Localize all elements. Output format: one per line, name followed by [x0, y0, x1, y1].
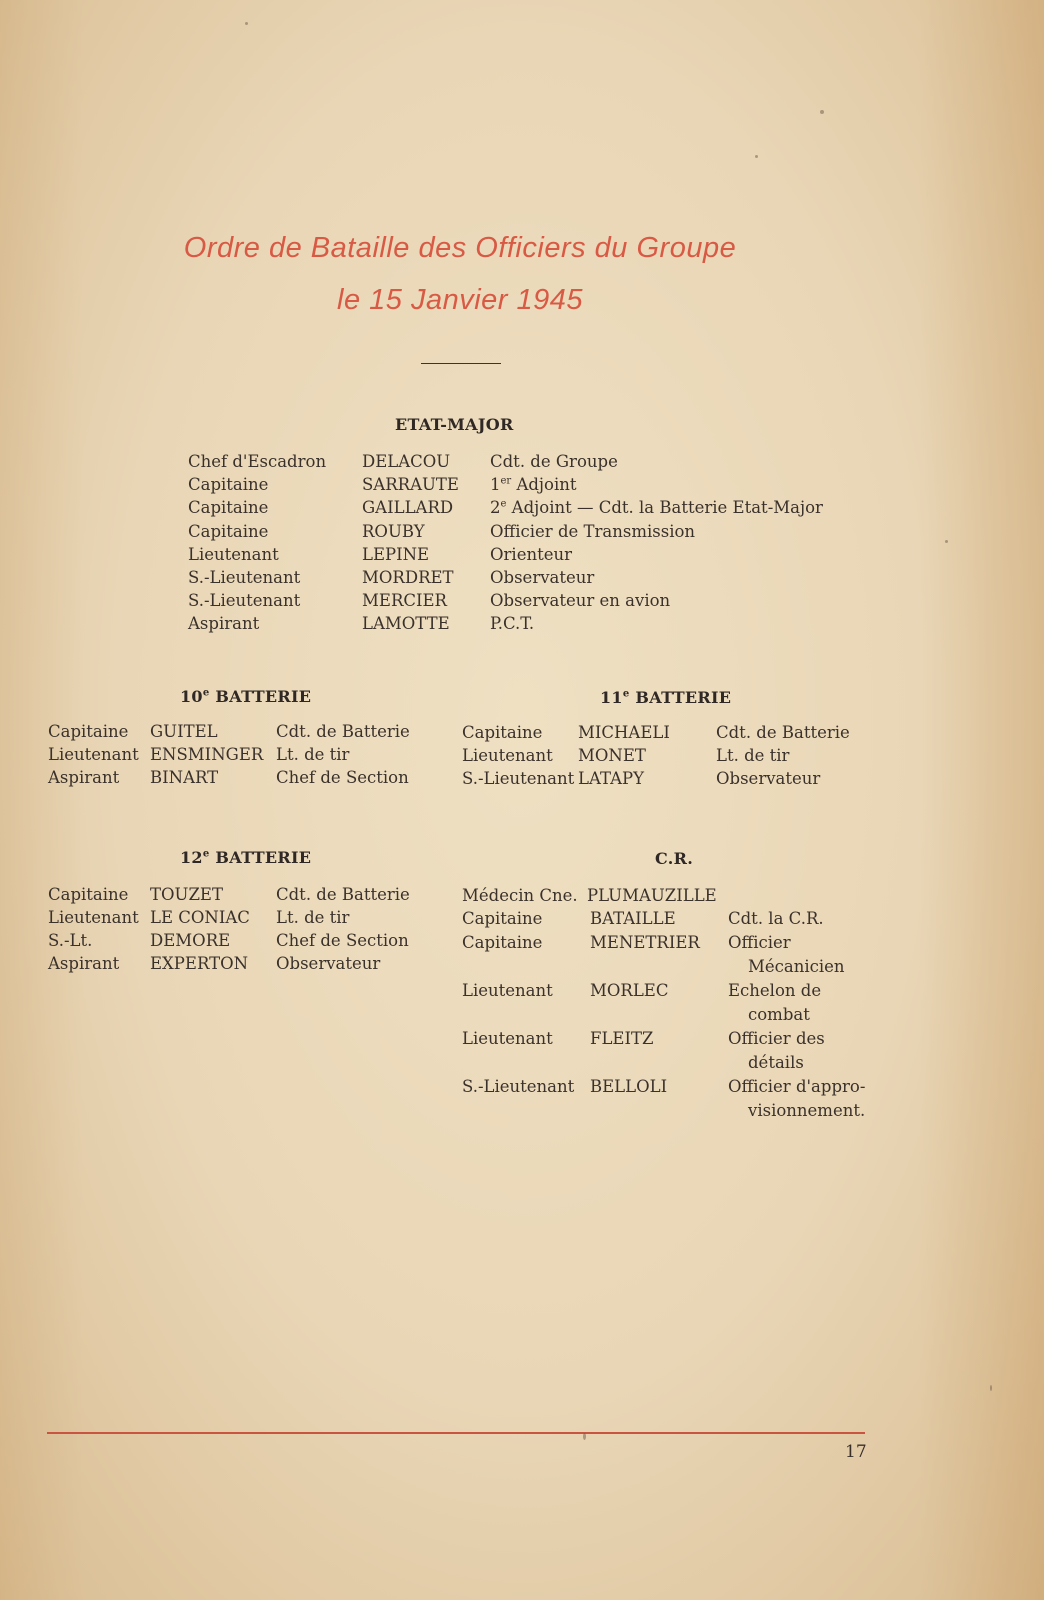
batterie-10-heading: [180, 687, 311, 706]
title-divider: [421, 363, 501, 364]
grade: Aspirant: [48, 768, 120, 787]
role-ordinal: 2: [490, 498, 501, 517]
heading-suffix: e: [622, 688, 630, 700]
role: Observateur: [716, 769, 821, 788]
role: Cdt. de Batterie: [716, 723, 850, 742]
officer-name: MONET: [578, 746, 646, 765]
paper-speck: [755, 155, 758, 158]
paper-speck: [820, 110, 824, 114]
grade: Chef d'Escadron: [188, 452, 327, 471]
role: Observateur: [276, 954, 381, 973]
grade: Lieutenant: [188, 545, 279, 564]
paper-speck: [583, 1433, 586, 1440]
grade: Lieutenant: [48, 908, 139, 927]
role: Observateur en avion: [490, 591, 671, 610]
officer-name: SARRAUTE: [362, 475, 459, 494]
officer-name: PLUMAUZILLE: [587, 886, 717, 905]
role: Cdt. la C.R.: [728, 909, 824, 928]
officer-name: MICHAELI: [578, 723, 670, 742]
grade: Capitaine: [188, 475, 269, 494]
grade: Capitaine: [188, 498, 269, 517]
officer-name: ENSMINGER: [150, 745, 264, 764]
batterie-12-heading: [180, 848, 311, 867]
cr-heading: C.R.: [655, 849, 694, 868]
officer-name: LAMOTTE: [362, 614, 450, 633]
role: Officier des: [728, 1029, 825, 1048]
heading-number: 11: [600, 688, 623, 707]
officer-name: BELLOLI: [590, 1077, 668, 1096]
grade: Lieutenant: [462, 746, 553, 765]
grade: Lieutenant: [462, 1029, 553, 1048]
officer-name: LE CONIAC: [150, 908, 250, 927]
role: Cdt. de Batterie: [276, 885, 410, 904]
role-ordinal: 1: [490, 475, 501, 494]
grade: S.-Lieutenant: [188, 591, 301, 610]
role-continuation: visionnement.: [748, 1101, 866, 1120]
role: Cdt. de Groupe: [490, 452, 618, 471]
officer-name: DEMORE: [150, 931, 231, 950]
grade: Lieutenant: [462, 981, 553, 1000]
officer-name: GAILLARD: [362, 498, 454, 517]
role: Lt. de tir: [276, 745, 350, 764]
role: [490, 475, 577, 495]
grade: S.-Lieutenant: [462, 1077, 575, 1096]
role-continuation: combat: [748, 1005, 810, 1024]
officer-name: DELACOU: [362, 452, 451, 471]
grade: Capitaine: [462, 933, 543, 952]
role-ordinal-suffix: er: [500, 475, 512, 487]
role: Cdt. de Batterie: [276, 722, 410, 741]
officer-name: LATAPY: [578, 769, 644, 788]
role: Observateur: [490, 568, 595, 587]
role-text: Adjoint — Cdt. la Batterie Etat-Major: [506, 498, 823, 517]
role: Officier d'appro-: [728, 1077, 866, 1096]
role: Chef de Section: [276, 768, 409, 787]
paper-speck: [990, 1385, 992, 1391]
grade: Aspirant: [188, 614, 260, 633]
heading-number: 10: [180, 687, 203, 706]
grade: Capitaine: [462, 909, 543, 928]
paper-speck: [245, 22, 248, 25]
officer-name: BATAILLE: [590, 909, 676, 928]
grade: Médecin Cne.: [462, 886, 578, 905]
role: Officier de Transmission: [490, 522, 696, 541]
grade: Capitaine: [48, 885, 129, 904]
role: Chef de Section: [276, 931, 409, 950]
officer-name: ROUBY: [362, 522, 425, 541]
role: Lt. de tir: [276, 908, 350, 927]
role-continuation: Mécanicien: [748, 957, 845, 976]
grade: S.-Lieutenant: [462, 769, 575, 788]
grade: Capitaine: [462, 723, 543, 742]
officer-name: MORLEC: [590, 981, 669, 1000]
etat-major-heading: ETAT-MAJOR: [395, 415, 514, 434]
heading-number: 12: [180, 848, 203, 867]
role: Echelon de: [728, 981, 822, 1000]
page-title: Ordre de Bataille des Officiers du Groupe: [183, 232, 737, 264]
role: Officier: [728, 933, 791, 952]
grade: Aspirant: [48, 954, 120, 973]
footer-rule: [47, 1432, 865, 1434]
officer-name: MERCIER: [362, 591, 447, 610]
grade: S.-Lieutenant: [188, 568, 301, 587]
grade: Capitaine: [48, 722, 129, 741]
grade: Lieutenant: [48, 745, 139, 764]
batterie-11-heading: [600, 688, 731, 707]
officer-name: MENETRIER: [590, 933, 700, 952]
officer-name: TOUZET: [150, 885, 223, 904]
heading-suffix: e: [202, 848, 210, 860]
role: Lt. de tir: [716, 746, 790, 765]
heading-text: BATTERIE: [209, 687, 312, 706]
officer-name: EXPERTON: [150, 954, 249, 973]
officer-name: BINART: [150, 768, 219, 787]
role-continuation: détails: [748, 1053, 804, 1072]
grade: S.-Lt.: [48, 931, 93, 950]
officer-name: GUITEL: [150, 722, 218, 741]
heading-suffix: e: [202, 687, 210, 699]
page-number: 17: [845, 1442, 867, 1462]
officer-name: MORDRET: [362, 568, 454, 587]
heading-text: BATTERIE: [209, 848, 312, 867]
officer-name: FLEITZ: [590, 1029, 654, 1048]
officer-name: LEPINE: [362, 545, 430, 564]
heading-text: BATTERIE: [629, 688, 732, 707]
role: P.C.T.: [490, 614, 535, 633]
role: Orienteur: [490, 545, 572, 564]
role-ordinal-suffix: e: [500, 498, 507, 510]
role-text: Adjoint: [511, 475, 577, 494]
grade: Capitaine: [188, 522, 269, 541]
role: [490, 498, 823, 518]
paper-speck: [945, 540, 948, 543]
page-subtitle-date: le 15 Janvier 1945: [337, 284, 583, 316]
